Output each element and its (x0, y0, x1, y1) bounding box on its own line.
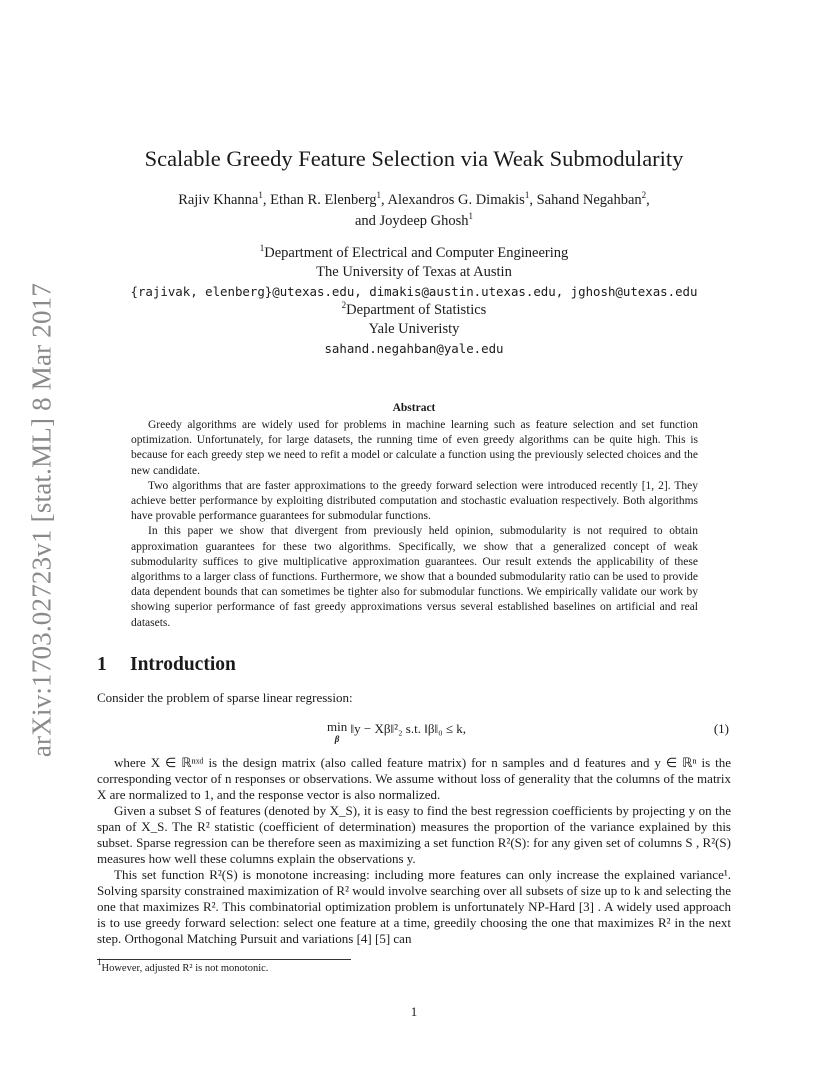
body-paragraph: Given a subset S of features (denoted by X_S), it is easy to find the best regression coefficients by projecting y on the span of X_S. The R² statistic (coefficient of determination) measures the proportion of the variance explained by this subset. Sparse regression can be therefore seen as maximizing a set function R²(S): for any given set of columns S , R²(S) measures how well these columns explain the observations y. (97, 803, 731, 866)
footnote: $^1$However, adjusted R² is not monotonic. (97, 957, 269, 974)
author-name: Joydeep Ghosh (379, 213, 469, 229)
affiliation-dept-1: $^1$Department of Electrical and Computer Engineering (259, 243, 569, 261)
affiliation-email-2: sahand.negahban@yale.edu (324, 341, 504, 356)
intro-body (97, 755, 731, 947)
page-number: 1 (410, 1004, 418, 1019)
section-heading (97, 654, 236, 676)
equation-number: (1) (713, 721, 729, 736)
author-name: Alexandros G. Dimakis (387, 192, 525, 208)
affiliation-block (0, 244, 828, 358)
footnote-rule (97, 959, 351, 960)
affiliation-emails-1: {rajivak, elenberg}@utexas.edu, dimakis@austin.utexas.edu, jghosh@utexas.edu (130, 284, 698, 299)
affiliation-dept-2: $^2$Department of Statistics (341, 300, 487, 318)
section-title: Introduction (130, 654, 236, 675)
affiliation-univ-1: The University of Texas at Austin (316, 264, 512, 280)
abstract-paragraph: In this paper we show that divergent from previously held opinion, submodularity is not required to obtain approximation guarantees for these two algorithms. Specifically, we show that a generalized concept of weak submodularity suffices to give multiplicative approximation guarantees. Our result extends the applicability of these algorithms to a larger class of functions. Furthermore, we show that a bounded submodularity ratio can be used to provide data dependent bounds that can sometimes be tighter also for submodular functions. We empirically validate our work by showing superior performance of fast greedy approximations versus several established baselines on artificial and real datasets. (131, 525, 698, 629)
author-name: Rajiv Khanna (178, 192, 259, 208)
intro-lead: Consider the problem of sparse linear regression: (97, 690, 353, 705)
author-line-2: and Joydeep Ghosh$^1$ (354, 211, 474, 229)
author-name: Sahand Negahban (536, 192, 642, 208)
abstract-paragraph: Two algorithms that are faster approximations to the greedy forward selection were introduced recently [1, 2]. They achieve better performance by exploiting distributed computation and stochastic evaluation respectively. Both algorithms have provable performance guarantees for submodular functions. (131, 479, 698, 523)
body-paragraph: This set function R²(S) is monotone increasing: including more features can only increase the explained variance¹. Solving sparsity constrained maximization of R² would involve searching over all subsets of size up to k and selecting the one that maximizes R². This combinatorial optimization problem is unfortunately NP-Hard [3] . A widely used approach is to use greedy forward selection: select one feature at a time, greedily choosing the one that maximizes R² in the next step. Orthogonal Matching Pursuit and variations [4] [5] can (97, 867, 731, 946)
arxiv-side-stamp: arXiv:1703.02723v1 [stat.ML] 8 Mar 2017 (26, 282, 57, 758)
author-name: Ethan R. Elenberg (270, 192, 377, 208)
author-line-1: Rajiv Khanna$^1$, Ethan R. Elenberg$^1$, Alexandros G. Dimakis$^1$, Sahand Negahban$^2$, (178, 190, 650, 208)
body-paragraph: where X ∈ ℝⁿˣᵈ is the design matrix (also called feature matrix) for n samples and d features and y ∈ ℝⁿ is the corresponding vector of n responses or observations. We assume without loss of generality that the columns of the matrix X are normalized to 1, and the response vector is also normalized. (97, 755, 731, 802)
paper-title: Scalable Greedy Feature Selection via Weak Submodularity (144, 146, 684, 171)
abstract-heading: Abstract (392, 402, 436, 414)
section-number: 1 (97, 654, 107, 675)
author-list (0, 190, 828, 232)
equation-body: min β ‖y − Xβ‖²₂ s.t. ‖β‖₀ ≤ k, (327, 719, 467, 744)
affiliation-univ-2: Yale Univeristy (368, 321, 460, 337)
abstract-paragraph: Greedy algorithms are widely used for problems in machine learning such as feature selection and set function optimization. Unfortunately, for large datasets, the running time of even greedy algorithms can be quite high. This is because for each greedy step we need to refit a model or calculate a function using the previously selected choices and the new candidate. (131, 419, 698, 477)
equation-1 (97, 717, 731, 745)
abstract-body (131, 418, 698, 631)
